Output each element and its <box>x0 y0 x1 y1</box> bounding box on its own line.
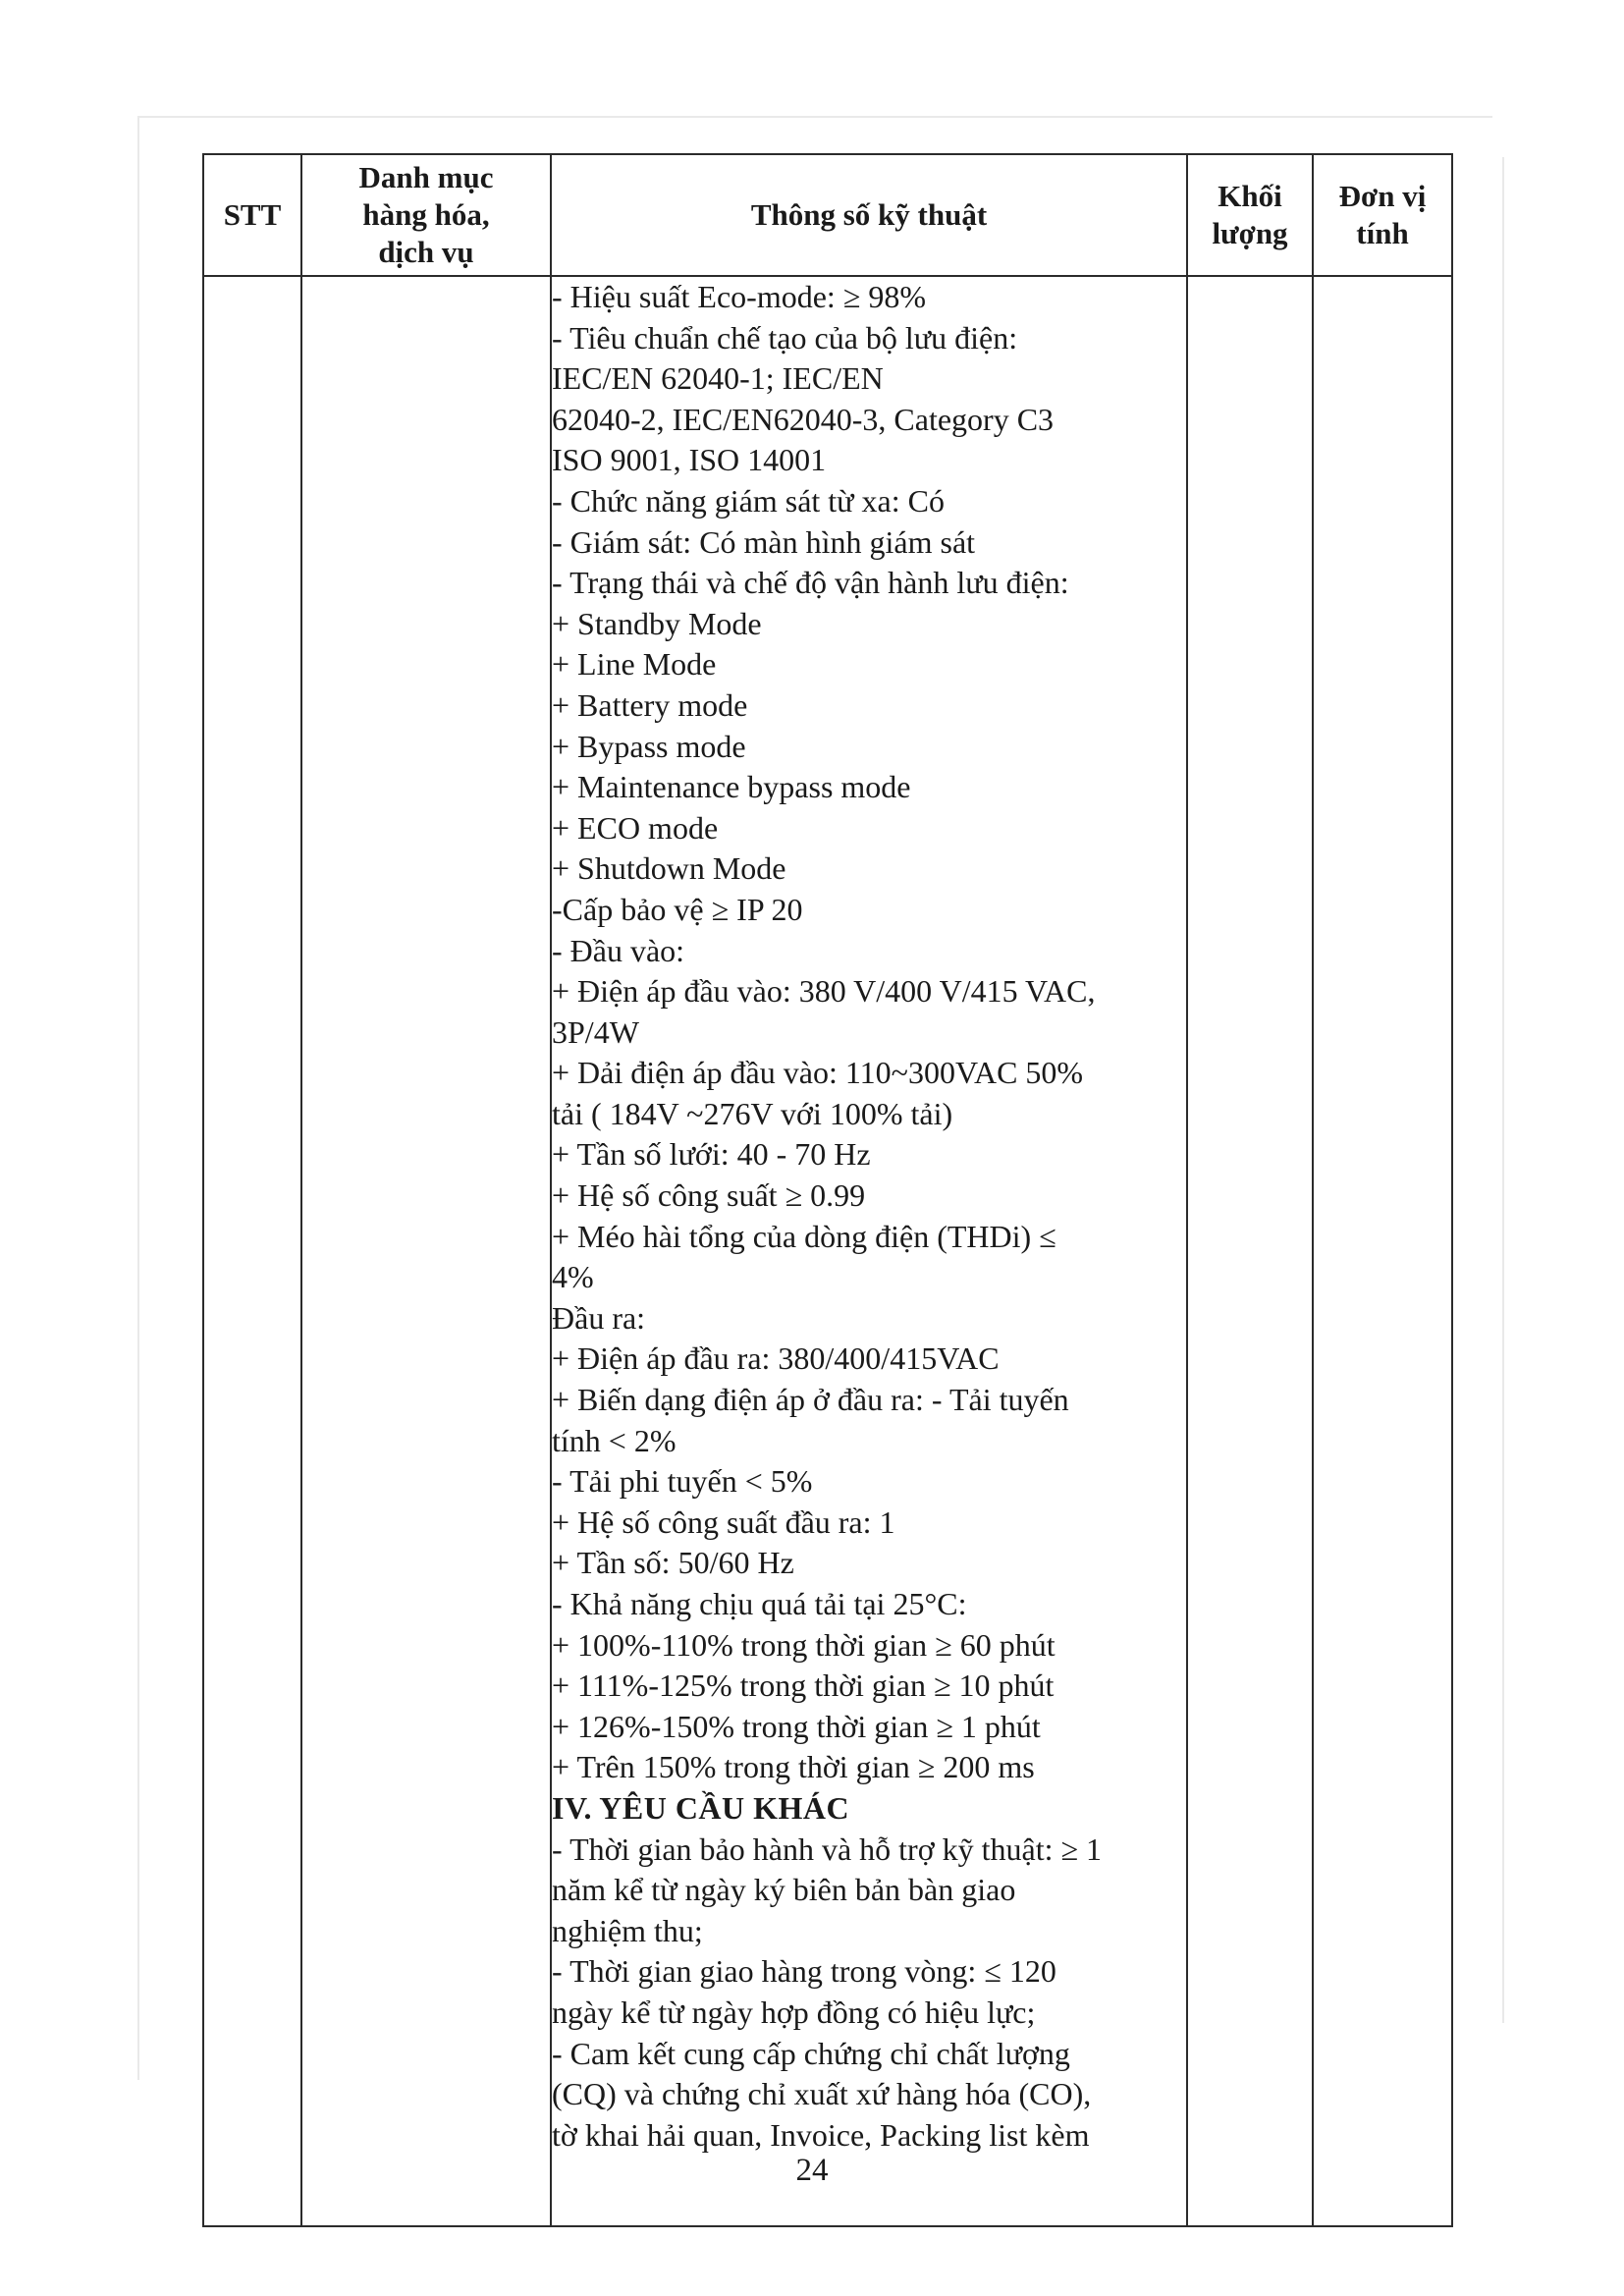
header-khoi-luong: Khối lượng <box>1187 154 1313 276</box>
spec-line: - Khả năng chịu quá tải tại 25°C: <box>552 1586 967 1621</box>
spec-line: + 126%-150% trong thời gian ≥ 1 phút <box>552 1708 1041 1744</box>
spec-line: - Tải phi tuyến < 5% <box>552 1463 813 1500</box>
cell-thong-so <box>551 276 1187 2226</box>
spec-line: 62040-2, IEC/EN62040-3, Category C3 <box>552 401 1055 437</box>
spec-line: - Trạng thái và chế độ vận hành lưu điện: <box>552 565 1069 601</box>
spec-line: + Battery mode <box>552 686 748 723</box>
spec-line: 3P/4W <box>552 1013 639 1050</box>
header-thong-so: Thông số kỹ thuật <box>551 154 1187 276</box>
cell-khoi-luong <box>1187 276 1313 2226</box>
spec-line: + Shutdown Mode <box>552 850 786 887</box>
spec-line: + Bypass mode <box>552 728 746 764</box>
spec-line: + Maintenance bypass mode <box>552 769 911 805</box>
spec-line: + Hệ số công suất đầu ra: 1 <box>552 1503 895 1540</box>
spec-line: + Tần số lưới: 40 - 70 Hz <box>552 1136 871 1173</box>
scan-artifact <box>137 116 139 2080</box>
spec-text <box>552 277 1186 2156</box>
spec-line: + Dải điện áp đầu vào: 110~300VAC 50% <box>552 1055 1084 1091</box>
spec-line: năm kể từ ngày ký biên bản bàn giao <box>552 1872 1016 1908</box>
spec-table <box>202 153 1453 2227</box>
spec-line: IEC/EN 62040-1; IEC/EN <box>552 360 884 397</box>
spec-line: + Méo hài tổng của dòng điện (THDi) ≤ <box>552 1218 1056 1254</box>
spec-line: IV. YÊU CẦU KHÁC <box>552 1789 850 1826</box>
spec-line: + Tần số: 50/60 Hz <box>552 1545 794 1581</box>
cell-danh-muc <box>301 276 551 2226</box>
spec-line: + Điện áp đầu vào: 380 V/400 V/415 VAC, <box>552 973 1096 1010</box>
spec-line: - Hiệu suất Eco-mode: ≥ 98% <box>552 279 927 314</box>
spec-line: - Giám sát: Có màn hình giám sát <box>552 523 976 560</box>
spec-line: + Trên 150% trong thời gian ≥ 200 ms <box>552 1749 1035 1785</box>
spec-line: - Đầu vào: <box>552 932 685 968</box>
spec-line: Đầu ra: <box>552 1299 646 1336</box>
spec-line: (CQ) và chứng chỉ xuất xứ hàng hóa (CO), <box>552 2076 1092 2112</box>
scan-artifact <box>137 116 1492 118</box>
cell-stt <box>203 276 301 2226</box>
spec-line: - Thời gian bảo hành và hỗ trợ kỹ thuật: ≥ 1 <box>552 1831 1103 1867</box>
page-number: 24 <box>795 2153 829 2188</box>
spec-line: nghiệm thu; <box>552 1912 703 1948</box>
spec-line: -Cấp bảo vệ ≥ IP 20 <box>552 891 803 927</box>
spec-line: + Biến dạng điện áp ở đầu ra: - Tải tuyến <box>552 1382 1069 1418</box>
spec-line: - Tiêu chuẩn chế tạo của bộ lưu điện: <box>552 319 1018 355</box>
spec-line: - Thời gian giao hàng trong vòng: ≤ 120 <box>552 1953 1056 1990</box>
header-danh-muc: Danh mục hàng hóa, dịch vụ <box>301 154 551 276</box>
spec-line: ngày kể từ ngày hợp đồng có hiệu lực; <box>552 1994 1036 2030</box>
header-stt: STT <box>203 154 301 276</box>
table-row <box>203 276 1452 2226</box>
spec-line: 4% <box>552 1259 594 1295</box>
cell-don-vi <box>1313 276 1452 2226</box>
scan-artifact <box>1502 157 1504 2023</box>
spec-line: + 111%-125% trong thời gian ≥ 10 phút <box>552 1667 1055 1704</box>
header-don-vi: Đơn vị tính <box>1313 154 1452 276</box>
spec-line: + Hệ số công suất ≥ 0.99 <box>552 1177 866 1214</box>
spec-line: + Line Mode <box>552 646 717 683</box>
spec-line: - Chức năng giám sát từ xa: Có <box>552 482 945 519</box>
spec-line: + 100%-110% trong thời gian ≥ 60 phút <box>552 1626 1056 1663</box>
spec-line: tải ( 184V ~276V với 100% tải) <box>552 1095 953 1131</box>
spec-line: + Điện áp đầu ra: 380/400/415VAC <box>552 1340 1000 1377</box>
spec-line: - Cam kết cung cấp chứng chỉ chất lượng <box>552 2035 1070 2071</box>
spec-line: + ECO mode <box>552 809 719 846</box>
spec-line: tờ khai hải quan, Invoice, Packing list kèm <box>552 2116 1090 2153</box>
header-row <box>203 154 1452 276</box>
spec-line: tính < 2% <box>552 1422 677 1458</box>
spec-line: + Standby Mode <box>552 605 762 641</box>
spec-line: ISO 9001, ISO 14001 <box>552 442 827 478</box>
